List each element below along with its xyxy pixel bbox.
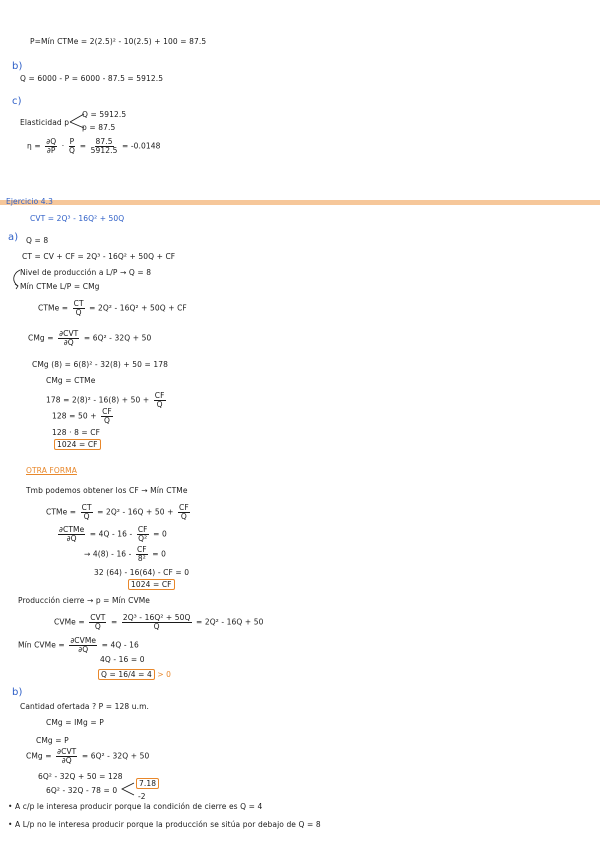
part-b-label: b) (12, 687, 23, 698)
otra-32-line: 32 (64) - 16(64) - CF = 0 (94, 568, 190, 577)
cierre-cvme-line (54, 614, 264, 631)
frac-num: ∂CVMe (70, 636, 97, 645)
l10-pre: 128 = 50 + (52, 411, 97, 421)
cierre-4q-line: 4Q - 16 = 0 (100, 655, 145, 664)
frac-num: 87.5 (95, 137, 113, 146)
a-line-nivel: Nivel de producción a L/P → Q = 8 (20, 268, 152, 277)
frac-den: Q (153, 622, 160, 631)
frac-den: ∂P (46, 146, 56, 155)
elasticity-p: p (64, 118, 70, 127)
q4-box: Q = 16/4 = 4 (98, 669, 155, 680)
frac-num: P (69, 137, 75, 146)
a-128x8-line: 128 · 8 = CF (52, 428, 101, 437)
eta-value: = -0.0148 (121, 141, 161, 151)
frac-num: ∂CVT (57, 747, 77, 756)
b-l4-pre: CMg = (26, 751, 52, 761)
frac-den: Q (68, 146, 75, 155)
prev-elasticity-q: Q = 5912.5 (82, 110, 127, 119)
cf-q2-frac (137, 526, 149, 543)
dctme-frac (58, 526, 85, 543)
frac-den: Q (180, 512, 187, 521)
result-box: 1024 = CF (54, 439, 101, 450)
eta-frac-3 (91, 138, 118, 155)
cvt-formula: CVT = 2Q³ - 16Q² + 50Q (30, 214, 125, 223)
a-line-ct: CT = CV + CF = 2Q³ - 16Q² + 50Q + CF (22, 252, 176, 261)
b-cantidad-line: Cantidad ofertada ? P = 128 u.m. (20, 702, 149, 711)
frac-num: CT (73, 299, 84, 308)
ctme-frac (73, 300, 85, 317)
otra-intro: Tmb podemos obtener los CF → Mín CTMe (26, 486, 188, 495)
cf-frac (154, 392, 166, 409)
cvt-q-frac (89, 614, 106, 631)
result-box-2: 1024 = CF (128, 579, 175, 590)
cierre-l1-eq: = (110, 617, 118, 627)
eta-frac-1 (45, 138, 57, 155)
frac-num: 2Q³ - 16Q² + 50Q (122, 613, 191, 622)
b-eq-zero-line: 6Q² - 32Q - 78 = 0 (46, 786, 118, 795)
cierre-l2-pre: Mín CVMe = (18, 640, 65, 650)
a-cmg-line (28, 330, 151, 347)
cf-frac-3 (178, 504, 190, 521)
equals-symbol: = (79, 141, 87, 151)
exercise-title: Ejercicio 4.3 (6, 197, 53, 206)
frac-den: Q (156, 400, 163, 409)
otra-ctme-line (46, 504, 192, 521)
b-dcvt-frac (56, 748, 77, 765)
cierre-l1-post: = 2Q² - 16Q + 50 (196, 617, 264, 627)
section-divider (0, 200, 600, 205)
frac-num: CF (136, 545, 147, 554)
ctme-post: = 2Q² - 16Q² + 50Q + CF (89, 303, 187, 313)
otra-l1-mid: = 2Q² - 16Q + 50 + (97, 507, 174, 517)
cvt-expanded-frac (122, 614, 192, 631)
dot-symbol: · (61, 141, 65, 151)
elasticity-word: Elasticidad (20, 118, 62, 127)
otra-result-1024 (128, 580, 175, 589)
q4-note: > 0 (157, 670, 172, 679)
a-ctme-line (38, 300, 187, 317)
b-eq-128-line: 6Q² - 32Q + 50 = 128 (38, 772, 123, 781)
roots-branch-mark (118, 780, 138, 798)
frac-den: ∂Q (63, 338, 74, 347)
prev-part-c-label: c) (12, 96, 22, 107)
frac-den: Q (94, 622, 101, 631)
otra-l1-pre: CTMe = (46, 507, 77, 517)
prev-eta-line (27, 138, 161, 155)
a-cmg-eq-ctme: CMg = CTMe (46, 376, 96, 385)
frac-den: Q² (138, 534, 148, 543)
frac-num: CF (154, 391, 165, 400)
eta-frac-2 (69, 138, 76, 155)
cierre-q4-line (98, 670, 171, 679)
ctme-pre: CTMe = (38, 303, 69, 313)
frac-num: CF (102, 407, 112, 416)
frac-den: ∂Q (61, 756, 72, 765)
otra-l2-end: = 0 (153, 529, 167, 539)
b-conclusion-2: • A L/p no le interesa producir porque la producción se sitúa por debajo de Q = 8 (8, 820, 321, 829)
a-cmg8-line: CMg (8) = 6(8)² - 32(8) + 50 = 178 (32, 360, 168, 369)
prev-line-1: P=Mín CTMe = 2(2.5)² - 10(2.5) + 100 = 87.5 (30, 37, 207, 46)
dcvme-frac (69, 637, 97, 654)
cmg-post: = 6Q² - 32Q + 50 (83, 333, 152, 343)
prev-b-line: Q = 6000 - P = 6000 - 87.5 = 5912.5 (20, 74, 164, 83)
otra-sub-line (84, 546, 166, 563)
frac-den: Q (75, 308, 82, 317)
frac-den: Q (103, 416, 110, 425)
a-line-min-ctme: Mín CTMe L/P = CMg (20, 282, 100, 291)
root-box: 7.18 (136, 778, 159, 789)
frac-num: CF (179, 503, 189, 512)
otra-l3-end: = 0 (152, 549, 166, 559)
otra-l2-mid: = 4Q - 16 - (89, 529, 133, 539)
b-root-2: -2 (138, 792, 146, 801)
cmg-pre: CMg = (28, 333, 54, 343)
cf-8-frac (136, 546, 148, 563)
a-result-1024 (54, 440, 101, 449)
otra-deriv-line (56, 526, 167, 543)
ct-frac (81, 504, 93, 521)
frac-den: ∂Q (66, 534, 77, 543)
prev-elasticity-label (20, 118, 69, 127)
otra-forma-title: OTRA FORMA (26, 466, 77, 475)
cierre-l2-post: = 4Q - 16 (101, 640, 139, 650)
cierre-min-line (18, 637, 139, 654)
cmg-frac (58, 330, 79, 347)
b-cmg-img-line: CMg = IMg = P (46, 718, 104, 727)
l9-pre: 178 = 2(8)² - 16(8) + 50 + (46, 395, 150, 405)
cierre-title: Producción cierre → p = Mín CVMe (18, 596, 150, 605)
frac-den: Q (83, 512, 90, 521)
frac-num: CVT (90, 613, 106, 622)
frac-num: CF (137, 525, 148, 534)
a-128-line (52, 408, 115, 425)
frac-den: 5912.5 (90, 146, 118, 155)
b-root-1 (136, 779, 159, 788)
b-cmg-p-line: CMg = P (36, 736, 69, 745)
eta-symbol: η = (27, 141, 41, 151)
frac-den: 8² (137, 554, 146, 563)
b-conclusion-1: • A c/p le interesa producir porque la condición de cierre es Q = 4 (8, 802, 263, 811)
frac-num: ∂CVT (59, 329, 79, 338)
cierre-l1-pre: CVMe = (54, 617, 85, 627)
frac-num: ∂Q (46, 137, 57, 146)
frac-den: ∂Q (78, 645, 89, 654)
b-cmg-deriv-line (26, 748, 149, 765)
part-a-label: a) (8, 232, 19, 243)
a-line-q8: Q = 8 (26, 236, 49, 245)
frac-num: ∂CTMe (59, 525, 85, 534)
b-l4-post: = 6Q² - 32Q + 50 (81, 751, 150, 761)
otra-l3-pre: → 4(8) - 16 - (84, 549, 132, 559)
frac-num: CT (81, 503, 92, 512)
prev-elasticity-p: p = 87.5 (82, 123, 116, 132)
prev-part-b-label: b) (12, 61, 23, 72)
cf-frac-2 (101, 408, 113, 425)
